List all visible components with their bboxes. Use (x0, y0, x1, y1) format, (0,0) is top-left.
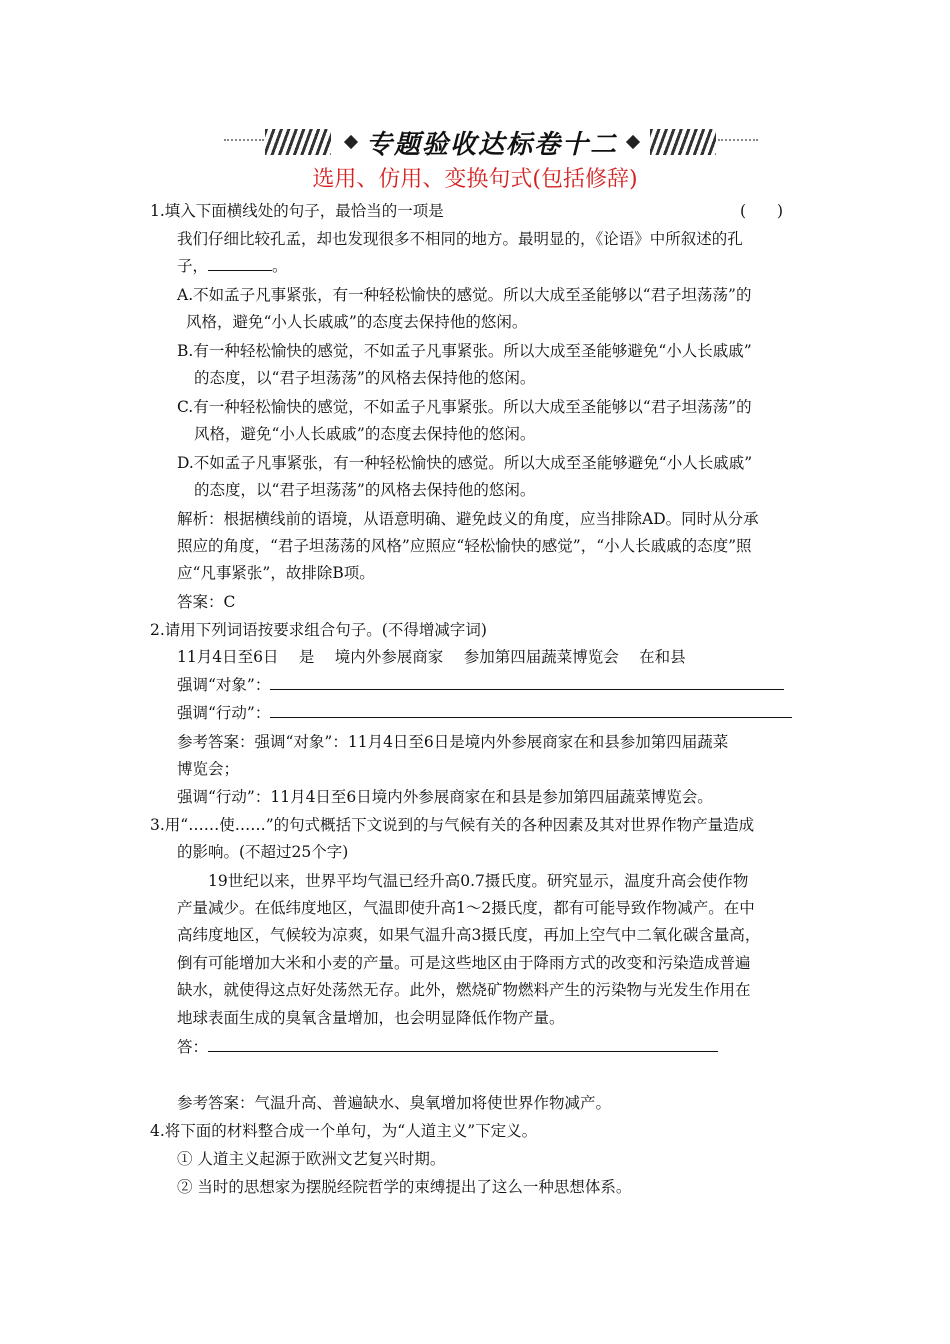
q1-passage: 我们仔细比较孔孟，却也发现很多不相同的地方。最明显的，《论语》中所叙述的孔 (177, 230, 743, 248)
q4-item-2: ② 当时的思想家为摆脱经院哲学的束缚提出了这么一种思想体系。 (177, 1178, 632, 1196)
q2-emphasis-action (177, 702, 792, 724)
title-box (333, 126, 651, 158)
q3-reference: 参考答案：气温升高、普遍缺水、臭氧增加将使世界作物减产。 (177, 1094, 612, 1112)
q1-option-d: D.不如孟子凡事紧张，有一种轻松愉快的感觉。所以大成至圣能够避免“小人长戚戚” (177, 454, 753, 472)
q3-passage: 地球表面生成的臭氧含量增加，也会明显降低作物产量。 (177, 1009, 565, 1027)
page-title: 专题验收达标卷十二 (365, 129, 618, 160)
q1-option-b-cont: 的态度，以“君子坦荡荡”的风格去保持他的悠闲。 (194, 369, 536, 387)
q1-analysis-cont: 照应的角度，“君子坦荡荡的风格”应照应“轻松愉快的感觉”，“小人长戚戚的态度”照 (177, 537, 752, 555)
q1-passage-cont (177, 255, 288, 277)
q3-answer-row (177, 1036, 718, 1058)
q2-stem: 2.请用下列词语按要求组合句子。(不得增减字词) (150, 621, 487, 639)
q1-passage-prefix: 子， (177, 257, 209, 275)
q2-emphasis-object (177, 674, 784, 696)
q1-option-a-cont: 风格，避免“小人长戚戚”的态度去保持他的悠闲。 (186, 313, 528, 331)
q1-option-c-cont: 风格，避免“小人长戚戚”的态度去保持他的悠闲。 (194, 425, 536, 443)
q1-passage-suffix: 。 (272, 257, 288, 275)
q2-emphasis-action-label: 强调“行动”： (177, 704, 271, 722)
q3-answer-line (208, 1037, 718, 1052)
q3-passage: 缺水，就使得这点好处荡然无存。此外，燃烧矿物燃料产生的污染物与光发生作用在 (177, 981, 751, 999)
dotted-rule-right (718, 139, 758, 141)
q3-stem-cont: 的影响。(不超过25个字) (177, 843, 349, 861)
q1-answer-bracket: ( ) (740, 202, 784, 220)
q1-option-c: C.有一种轻松愉快的感觉，不如孟子凡事紧张。所以大成至圣能够以“君子坦荡荡”的 (177, 398, 752, 416)
q4-stem: 4.将下面的材料整合成一个单句，为“人道主义”下定义。 (150, 1122, 538, 1140)
q1-analysis-cont: 应“凡事紧张”，故排除B项。 (177, 564, 375, 582)
q3-stem: 3.用“……使……”的句式概括下文说到的与气候有关的各种因素及其对世界作物产量造成 (150, 816, 755, 834)
q2-reference-cont: 博览会； (177, 760, 240, 778)
page-subtitle: 选用、仿用、变换句式(包括修辞) (312, 167, 638, 192)
hatch-ornament-left (265, 129, 331, 155)
diamond-icon (626, 135, 640, 149)
title-banner (0, 126, 950, 160)
q3-passage: 倒有可能增加大米和小麦的产量。可是这些地区由于降雨方式的改变和污染造成普遍 (177, 954, 751, 972)
q3-passage: 19世纪以来，世界平均气温已经升高0.7摄氏度。研究显示，温度升高会使作物 (208, 872, 749, 890)
diamond-icon (344, 135, 358, 149)
q1-analysis: 解析：根据横线前的语境，从语意明确、避免歧义的角度，应当排除AD。同时从分承 (177, 510, 759, 528)
q1-option-b: B.有一种轻松愉快的感觉，不如孟子凡事紧张。所以大成至圣能够避免“小人长戚戚” (177, 342, 752, 360)
dotted-rule-left (224, 139, 264, 141)
q1-fill-blank (208, 256, 272, 271)
q2-words: 11月4日至6日 是 境内外参展商家 参加第四届蔬菜博览会 在和县 (177, 648, 686, 666)
q3-answer-label: 答： (177, 1038, 209, 1056)
q2-reference: 参考答案：强调“对象”：11月4日至6日是境内外参展商家在和县参加第四届蔬菜 (177, 733, 729, 751)
q1-option-a: A.不如孟子凡事紧张，有一种轻松愉快的感觉。所以大成至圣能够以“君子坦荡荡”的 (177, 286, 752, 304)
q3-passage: 产量减少。在低纬度地区，气温即使升高1～2摄氏度，都有可能导致作物减产。在中 (177, 899, 755, 917)
hatch-ornament-right (650, 129, 716, 155)
q1-stem: 1.填入下面横线处的句子，最恰当的一项是 (150, 202, 444, 220)
q1-answer: 答案：C (177, 593, 236, 611)
q4-item-1: ① 人道主义起源于欧洲文艺复兴时期。 (177, 1150, 446, 1168)
q2-reference-cont: 强调“行动”：11月4日至6日境内外参展商家在和县是参加第四届蔬菜博览会。 (177, 788, 713, 806)
q2-emphasis-object-label: 强调“对象”： (177, 676, 271, 694)
q2-answer-line (270, 675, 784, 690)
q3-passage: 高纬度地区，气候较为凉爽，如果气温升高3摄氏度，再加上空气中二氧化碳含量高， (177, 926, 761, 944)
q1-option-d-cont: 的态度，以“君子坦荡荡”的风格去保持他的悠闲。 (194, 481, 536, 499)
q2-answer-line (270, 703, 792, 718)
